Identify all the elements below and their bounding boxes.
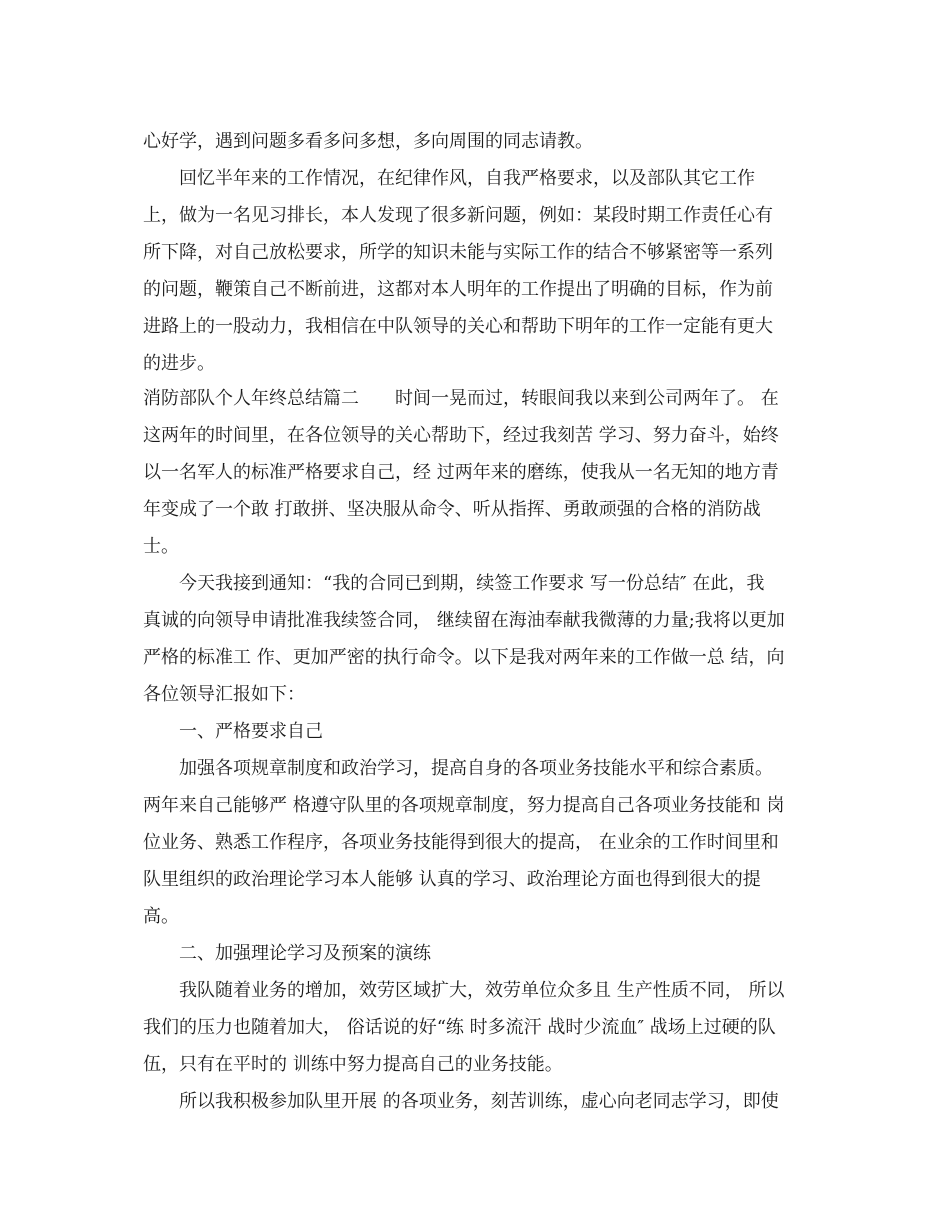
text-line: 位业务、熟悉工作程序，各项业务技能得到很大的提高， 在业余的工作时间里和 — [143, 832, 779, 853]
text-line: 士。 — [143, 536, 179, 557]
text-line: 队里组织的政治理论学习本人能够 认真的学习、政治理论方面也得到很大的提 — [143, 869, 761, 890]
subheading-line: 一、严格要求自己 — [179, 721, 323, 742]
text-line: 我们的压力也随着加大， 俗话说的好“练 时多流汗 战时少流血″ 战场上过硬的队 — [143, 1017, 776, 1038]
text-line: 上，做为一名见习排长，本人发现了很多新问题，例如：某段时期工作责任心有 — [143, 205, 773, 226]
section-heading-line: 消防部队个人年终总结篇二 时间一晃而过，转眼间我以来到公司两年了。 在 — [143, 388, 779, 409]
text-line: 以一名军人的标准严格要求自己，经 过两年来的磨练，使我从一名无知的地方青 — [143, 462, 779, 483]
text-line: 高。 — [143, 906, 179, 927]
text-line: 我队随着业务的增加，效劳区域扩大，效劳单位众多且 生产性质不同， 所以 — [179, 980, 785, 1001]
text-line: 这两年的时间里，在各位领导的关心帮助下，经过我刻苦 学习、努力奋斗，始终 — [143, 425, 779, 446]
text-line: 伍，只有在平时的 训练中努力提高自己的业务技能。 — [143, 1054, 563, 1075]
subheading-line: 二、加强理论学习及预案的演练 — [179, 943, 431, 964]
text-line: 今天我接到通知：“我的合同已到期，续签工作要求 写一份总结″ 在此，我 — [179, 573, 765, 594]
text-line: 回忆半年来的工作情况，在纪律作风，自我严格要求，以及部队其它工作 — [179, 168, 755, 189]
text-line: 加强各项规章制度和政治学习，提高自身的各项业务技能水平和综合素质。 — [179, 758, 773, 779]
text-line: 年变成了一个敢 打敢拼、坚决服从命令、听从指挥、勇敢顽强的合格的消防战 — [143, 499, 761, 520]
text-line: 心好学，遇到问题多看多问多想，多向周围的同志请教。 — [143, 131, 593, 152]
text-line: 两年来自己能够严 格遵守队里的各项规章制度，努力提高自己各项业务技能和 岗 — [143, 795, 785, 816]
text-line: 严格的标准工 作、更加严密的执行命令。以下是我对两年来的工作做一总 结，向 — [143, 647, 785, 668]
text-line: 所以我积极参加队里开展 的各项业务，刻苦训练，虚心向老同志学习，即使 — [179, 1091, 779, 1112]
text-line: 进路上的一股动力，我相信在中队领导的关心和帮助下明年的工作一定能有更大 — [143, 316, 773, 337]
text-line: 各位领导汇报如下： — [143, 684, 305, 705]
text-line: 的问题，鞭策自己不断前进，这都对本人明年的工作提出了明确的目标，作为前 — [143, 279, 773, 300]
text-line: 真诚的向领导申请批准我续签合同， 继续留在海油奉献我微薄的力量;我将以更加 — [143, 610, 785, 631]
text-line: 的进步。 — [143, 353, 215, 374]
text-line: 所下降，对自己放松要求，所学的知识未能与实际工作的结合不够紧密等一系列 — [143, 242, 773, 263]
